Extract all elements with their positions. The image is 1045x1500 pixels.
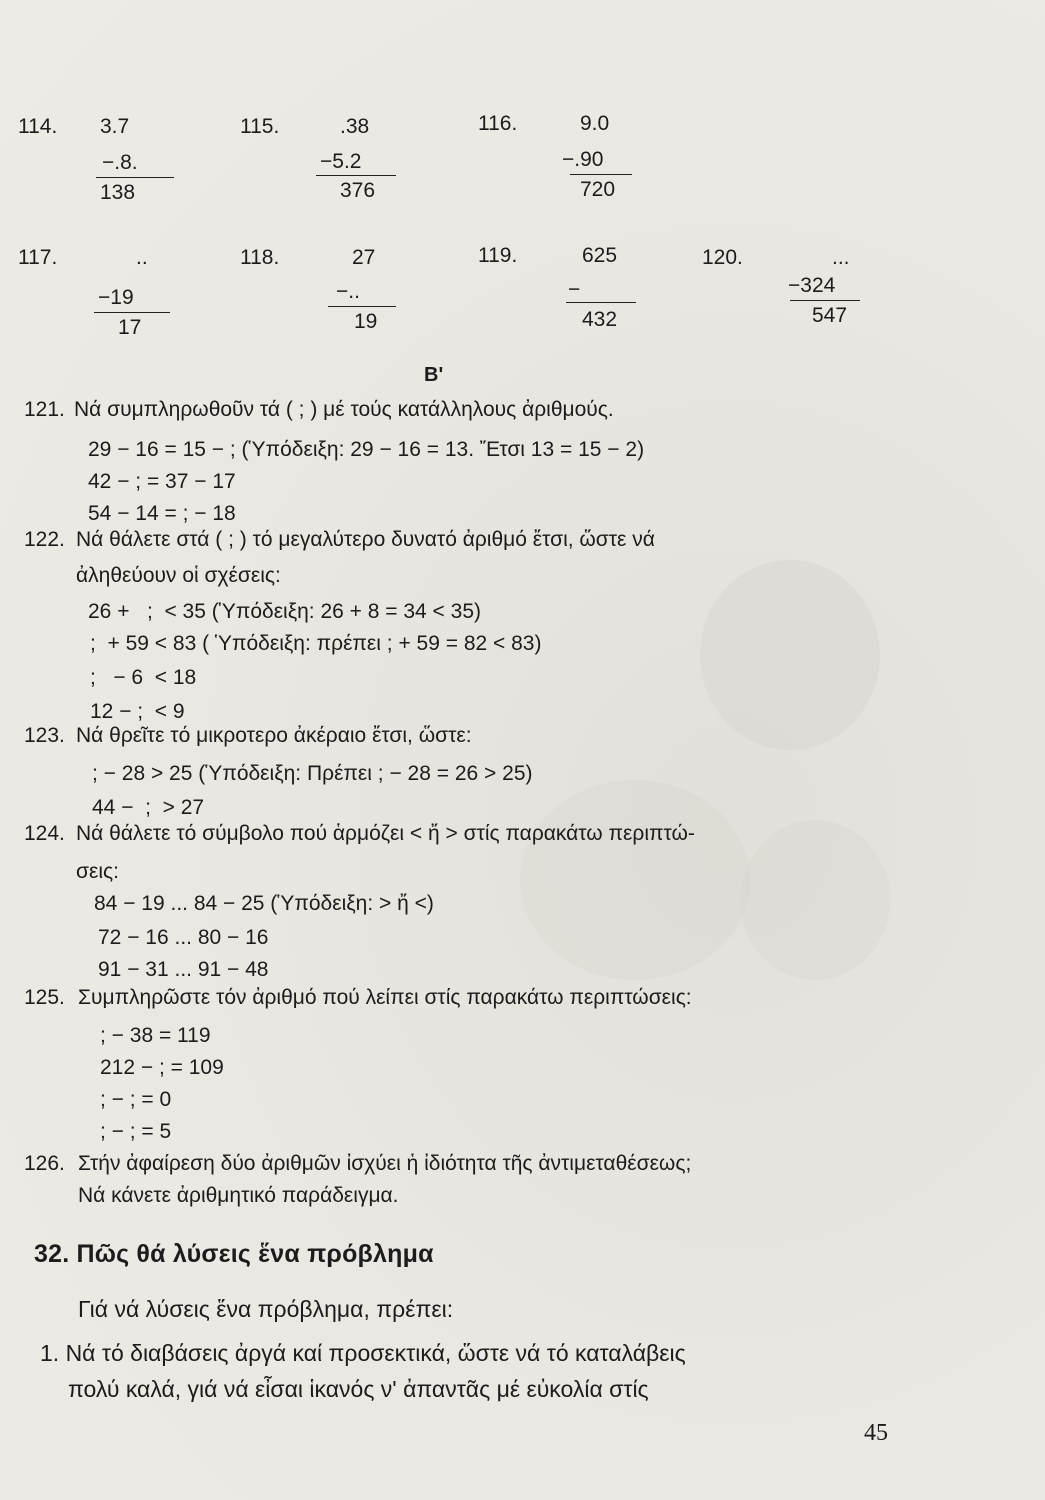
exercise-prompt-cont: ἀληθεύουν οἱ σχέσεις: — [76, 564, 281, 587]
result: 720 — [580, 178, 616, 201]
exercise-124 — [24, 822, 904, 992]
result: 376 — [340, 179, 376, 202]
subtrahend: −5.2 — [320, 150, 362, 173]
exercise-line: ; − 6 < 18 — [90, 666, 197, 689]
exercise-number: 124. — [24, 822, 65, 845]
exercise-line: ; − ; = 0 — [100, 1088, 172, 1111]
exercise-line: 84 − 19 ... 84 − 25 (Ὑπόδειξη: > ἤ <) — [94, 892, 434, 915]
exercise-number: 122. — [24, 528, 65, 551]
exercise-number: 121. — [24, 398, 65, 421]
exercise-line: 212 − ; = 109 — [100, 1056, 224, 1079]
problem-number: 116. — [478, 112, 518, 135]
exercise-122 — [24, 528, 904, 728]
exercise-line: 42 − ; = 37 − 17 — [88, 470, 236, 493]
problem-number: 115. — [240, 115, 280, 138]
exercise-prompt: Νά θάλετε στά ( ; ) τό μεγαλύτερο δυνατό ἀριθμό ἔτσι, ὥστε νά — [76, 528, 655, 551]
exercise-line: 91 − 31 ... 91 − 48 — [98, 958, 269, 981]
result: 432 — [582, 308, 618, 331]
exercise-line: 12 − ; < 9 — [90, 700, 185, 723]
section-list-item-1: 1. Νά τό διαβάσεις ἀργά καί προσεκτικά, ὥστε νά τό καταλάβεις — [40, 1340, 686, 1366]
exercise-line: 72 − 16 ... 80 − 16 — [98, 926, 269, 949]
minuend: ... — [832, 246, 850, 269]
page-number: 45 — [864, 1420, 888, 1446]
exercise-line: 26 + ; < 35 (Ὑπόδειξη: 26 + 8 = 34 < 35) — [88, 600, 482, 623]
exercise-number: 125. — [24, 986, 65, 1009]
exercise-prompt: Στήν ἀφαίρεση δύο ἀριθμῶν ἰσχύει ἡ ἰδιότητα τῆς ἀντιμεταθέσεως; — [78, 1152, 692, 1175]
exercise-line: ; − 38 = 119 — [100, 1024, 211, 1047]
problem-number: 118. — [240, 246, 280, 269]
subtrahend: − — [568, 278, 581, 301]
exercise-prompt: Νά θάλετε τό σύμβολο πού ἁρμόζει < ἤ > στίς παρακάτω περιπτώ- — [76, 822, 695, 845]
exercise-prompt: Νά συμπληρωθοῦν τά ( ; ) μέ τούς κατάλληλους ἀριθμούς. — [74, 398, 614, 421]
result-line — [566, 302, 636, 303]
exercise-number: 123. — [24, 724, 65, 747]
exercise-number: 126. — [24, 1152, 65, 1175]
exercise-line: 44 − ; > 27 — [92, 796, 205, 819]
exercise-121 — [24, 398, 904, 528]
minuend: 3.7 — [100, 115, 130, 138]
result-line — [96, 177, 174, 178]
problem-number: 117. — [18, 246, 58, 269]
result-line — [790, 300, 860, 301]
result: 17 — [118, 316, 142, 339]
exercise-prompt-cont: σεις: — [76, 860, 119, 883]
exercise-prompt: Συμπληρῶστε τόν ἀριθμό πού λείπει στίς παρακάτω περιπτώσεις: — [78, 986, 692, 1009]
section-letter: Β' — [424, 364, 444, 386]
exercise-126 — [24, 1152, 924, 1232]
result-line — [328, 306, 396, 307]
section-list-item-1-cont: πολύ καλά, γιά νά εἶσαι ἱκανός ν' ἀπαντᾶς μέ εὐκολία στίς — [68, 1376, 649, 1402]
result-line — [316, 175, 396, 176]
exercise-line: ; − 28 > 25 (Ὑπόδειξη: Πρέπει ; − 28 = 26 > 25) — [92, 762, 533, 785]
exercise-line: 29 − 16 = 15 − ; (Ὑπόδειξη: 29 − 16 = 13. Ἔτσι 13 = 15 − 2) — [88, 438, 645, 461]
result-line — [570, 174, 632, 175]
exercise-line: ; − ; = 5 — [100, 1120, 172, 1143]
exercise-prompt: Νά θρεῖτε τό μικροτερο ἀκέραιο ἔτσι, ὥστε: — [76, 724, 472, 747]
minuend: 27 — [352, 246, 376, 269]
problem-number: 114. — [18, 115, 58, 138]
problem-number: 119. — [478, 244, 518, 267]
result: 138 — [100, 181, 136, 204]
minuend: 625 — [582, 244, 618, 267]
exercise-prompt-cont: Νά κάνετε ἀριθμητικό παράδειγμα. — [78, 1184, 399, 1207]
exercise-line: 54 − 14 = ; − 18 — [88, 502, 236, 525]
subtrahend: −19 — [98, 286, 134, 309]
result: 547 — [812, 304, 848, 327]
exercise-123 — [24, 724, 904, 824]
result-line — [94, 312, 170, 313]
problem-number: 120. — [702, 246, 743, 269]
minuend: .38 — [340, 115, 370, 138]
exercise-line: ; + 59 < 83 ( Ὑπόδειξη: πρέπει ; + 59 = 82 < 83) — [90, 632, 542, 655]
subtrahend: −324 — [788, 274, 836, 297]
subtrahend: −.8. — [102, 151, 138, 174]
subtrahend: −.90 — [562, 148, 604, 171]
section-heading: 32. Πῶς θά λύσεις ἕνα πρόβλημα — [34, 1240, 434, 1268]
subtrahend: −.. — [336, 280, 360, 303]
minuend: 9.0 — [580, 112, 610, 135]
result: 19 — [354, 310, 378, 333]
exercise-125 — [24, 986, 924, 1156]
section-intro: Γιά νά λύσεις ἕνα πρόβλημα, πρέπει: — [78, 1296, 454, 1322]
minuend: .. — [136, 246, 148, 269]
